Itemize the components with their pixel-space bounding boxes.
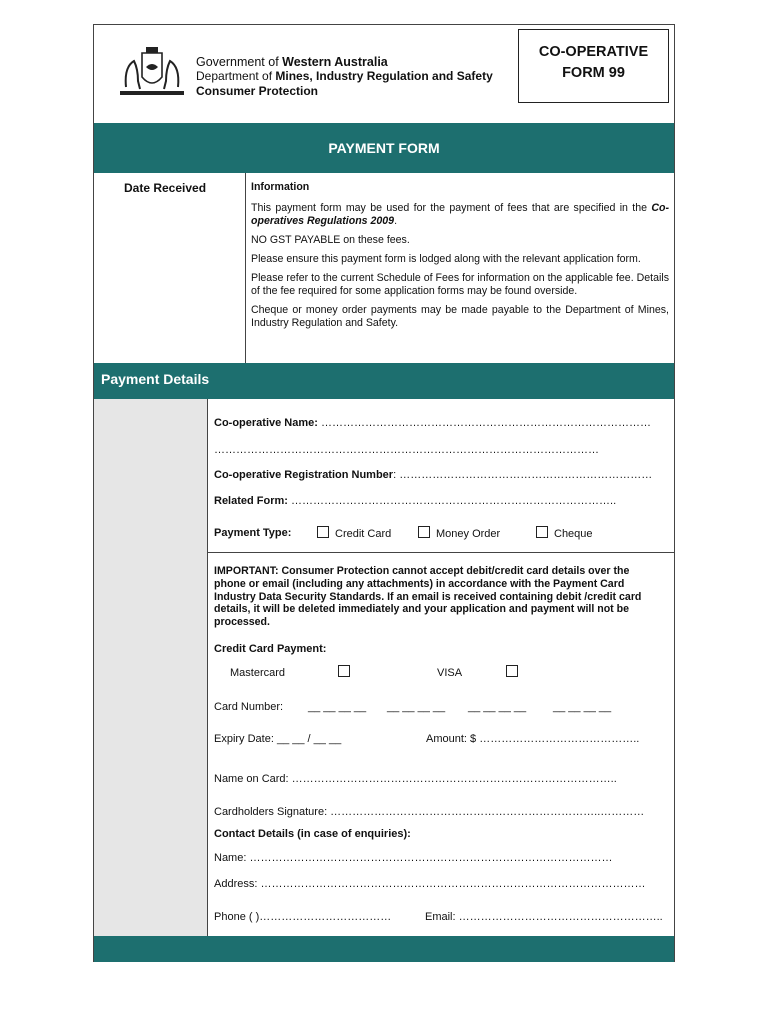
name-on-card-field[interactable]: Name on Card: ……………………………………………………………………………..: [214, 773, 617, 785]
card-number-label: Card Number:: [214, 701, 284, 713]
contact-address-field[interactable]: Address: ……………………………………………………………………………………………: [214, 878, 646, 890]
form-type: CO-OPERATIVE: [538, 44, 649, 60]
date-received-label: Date Received: [124, 181, 207, 195]
grey-side-column: [94, 399, 208, 936]
money-order-option[interactable]: Money Order: [418, 526, 500, 540]
information-heading: Information: [251, 181, 310, 193]
visa-checkbox-box[interactable]: [506, 665, 518, 677]
coop-name-field[interactable]: Co-operative Name: ………………………………………………………………………………: [214, 417, 651, 429]
division-name: Consumer Protection: [196, 84, 319, 98]
contact-phone-field[interactable]: Phone ( )………………………………: [214, 911, 392, 923]
coop-name-line-2[interactable]: ……………………………………………………………………………………………: [214, 444, 599, 456]
contact-details-heading: Contact Details (in case of enquiries):: [214, 828, 411, 840]
coat-of-arms-icon: [118, 47, 186, 99]
info-paragraph-2: NO GST PAYABLE on these fees.: [251, 234, 410, 246]
government-title: Government of Western Australia: [196, 55, 388, 69]
date-received-box: [94, 173, 246, 363]
cheque-option[interactable]: Cheque: [536, 526, 593, 540]
info-paragraph-1: This payment form may be used for the payment of fees that are specified in the Co-operatives Regulations 2009.: [251, 202, 669, 227]
credit-card-option[interactable]: Credit Card: [317, 526, 391, 540]
card-number-group-3[interactable]: __ __ __ __: [468, 701, 527, 713]
money-order-checkbox[interactable]: [418, 526, 430, 538]
expiry-date-field[interactable]: Expiry Date: __ __ / __ __: [214, 733, 342, 745]
info-paragraph-5: Cheque or money order payments may be made payable to the Department of Mines, Industry Regulation and Safety.: [251, 304, 669, 329]
important-notice: IMPORTANT: Consumer Protection cannot accept debit/credit card details over the phone or email (including any attachments) in accordance with the Payment Card Industry Data Security Standards. If an email is received containing debit /credit card details, it will be deleted immediately and your application and payment will not be processed.: [214, 565, 642, 629]
payment-type-label: Payment Type:: [214, 527, 292, 539]
visa-checkbox[interactable]: [506, 665, 524, 679]
section-divider: [208, 552, 674, 553]
payment-details-header: Payment Details: [94, 363, 674, 399]
info-paragraph-4: Please refer to the current Schedule of Fees for information on the applicable fee. Details of the fee required for some application forms may be found overside.: [251, 272, 669, 297]
department-name: Department of Mines, Industry Regulation and Safety: [196, 69, 493, 83]
card-number-group-1[interactable]: __ __ __ __: [308, 701, 367, 713]
cardholder-signature-field[interactable]: Cardholders Signature: ………………………………………………………………..…………: [214, 806, 645, 818]
form-number-box: [518, 29, 669, 103]
credit-card-checkbox[interactable]: [317, 526, 329, 538]
form-number: FORM 99: [562, 65, 625, 81]
info-paragraph-3: Please ensure this payment form is lodged along with the relevant application form.: [251, 253, 641, 265]
credit-card-payment-label: Credit Card Payment:: [214, 643, 327, 655]
payment-form-header: PAYMENT FORM: [94, 123, 674, 173]
visa-label: VISA: [437, 667, 463, 679]
mastercard-checkbox[interactable]: [338, 665, 356, 679]
mastercard-checkbox-box[interactable]: [338, 665, 350, 677]
card-number-group-4[interactable]: __ __ __ __: [553, 701, 612, 713]
amount-field[interactable]: Amount: $ ……………………………………..: [426, 733, 640, 745]
information-section: [251, 181, 669, 336]
card-number-group-2[interactable]: __ __ __ __: [387, 701, 446, 713]
form-page: [93, 24, 675, 962]
contact-email-field[interactable]: Email: ………………………………………………..: [425, 911, 663, 923]
cheque-checkbox[interactable]: [536, 526, 548, 538]
bottom-bar: [94, 936, 674, 962]
contact-name-field[interactable]: Name: ………………………………………………………………………………………: [214, 852, 613, 864]
related-form-field[interactable]: Related Form: ……………………………………………………………………………..: [214, 495, 617, 507]
registration-number-field[interactable]: Co-operative Registration Number: ……………………………………………………………: [214, 469, 653, 481]
mastercard-label: Mastercard: [230, 667, 286, 679]
